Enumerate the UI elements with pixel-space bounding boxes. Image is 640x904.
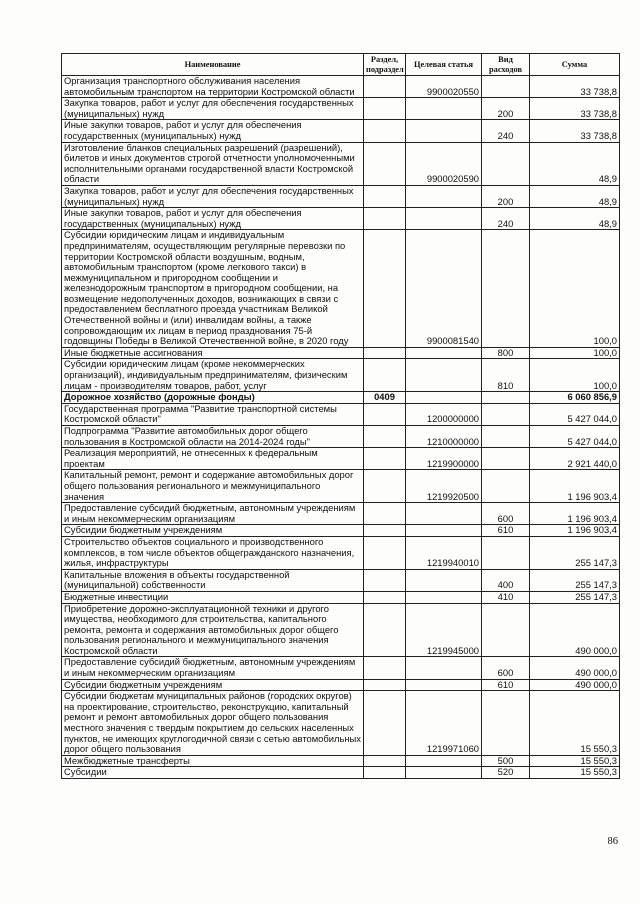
cell-article — [406, 392, 482, 404]
cell-section — [364, 98, 406, 120]
cell-article: 1219920500 — [406, 470, 482, 503]
cell-sum: 48,9 — [530, 142, 620, 185]
cell-kind: 610 — [482, 525, 530, 537]
cell-article: 1219971060 — [406, 691, 482, 756]
cell-name: Капитальный ремонт, ремонт и содержание автомобильных дорог общего пользования регионального и межмуниципального значения — [62, 470, 364, 503]
cell-name: Иные закупки товаров, работ и услуг для обеспечения государственных (муниципальных) нужд — [62, 208, 364, 230]
cell-section — [364, 767, 406, 779]
cell-name: Иные закупки товаров, работ и услуг для обеспечения государственных (муниципальных) нужд — [62, 120, 364, 142]
cell-article — [406, 591, 482, 603]
table-row — [62, 503, 620, 525]
cell-article: 1210000000 — [406, 426, 482, 448]
header-article: Целевая статья — [406, 54, 482, 76]
cell-section — [364, 230, 406, 348]
cell-sum: 100,0 — [530, 347, 620, 359]
cell-sum: 100,0 — [530, 359, 620, 392]
cell-kind — [482, 426, 530, 448]
header-section: Раздел, подраздел — [364, 54, 406, 76]
cell-sum: 490 000,0 — [530, 657, 620, 679]
header-name: Наименование — [62, 54, 364, 76]
cell-kind — [482, 392, 530, 404]
cell-article — [406, 679, 482, 691]
cell-name: Реализация мероприятий, не отнесенных к федеральным проектам — [62, 448, 364, 470]
cell-kind — [482, 76, 530, 98]
cell-kind — [482, 230, 530, 348]
cell-sum: 5 427 044,0 — [530, 426, 620, 448]
cell-name: Дорожное хозяйство (дорожные фонды) — [62, 392, 364, 404]
cell-name: Закупка товаров, работ и услуг для обеспечения государственных (муниципальных) нужд — [62, 98, 364, 120]
table-row — [62, 657, 620, 679]
cell-sum: 490 000,0 — [530, 679, 620, 691]
cell-article — [406, 359, 482, 392]
table-row — [62, 679, 620, 691]
cell-section — [364, 185, 406, 207]
cell-section — [364, 76, 406, 98]
cell-section — [364, 603, 406, 657]
cell-article: 1219940010 — [406, 536, 482, 569]
cell-article: 1219945000 — [406, 603, 482, 657]
cell-sum: 48,9 — [530, 208, 620, 230]
table-row — [62, 591, 620, 603]
cell-sum: 1 196 903,4 — [530, 470, 620, 503]
cell-kind: 410 — [482, 591, 530, 603]
cell-sum: 255 147,3 — [530, 591, 620, 603]
cell-name: Подпрограмма "Развитие автомобильных дорог общего пользования в Костромской области на 2014-2024 годы" — [62, 426, 364, 448]
cell-article — [406, 120, 482, 142]
cell-section — [364, 536, 406, 569]
cell-article — [406, 767, 482, 779]
cell-kind — [482, 403, 530, 425]
table-header-row — [62, 54, 620, 76]
cell-kind: 600 — [482, 657, 530, 679]
table-row — [62, 403, 620, 425]
cell-name: Предоставление субсидий бюджетным, автономным учреждениям и иным некоммерческим организациям — [62, 657, 364, 679]
cell-kind — [482, 142, 530, 185]
cell-name: Строительство объектов социального и производственного комплексов, в том числе объектов общегражданского назначения, жилья, инфраструктуры — [62, 536, 364, 569]
table-row — [62, 525, 620, 537]
cell-section — [364, 691, 406, 756]
cell-kind: 200 — [482, 98, 530, 120]
cell-section — [364, 591, 406, 603]
cell-sum: 33 738,8 — [530, 76, 620, 98]
cell-sum: 48,9 — [530, 185, 620, 207]
cell-kind: 610 — [482, 679, 530, 691]
table-row — [62, 603, 620, 657]
budget-table — [61, 53, 620, 779]
cell-article: 9900020550 — [406, 76, 482, 98]
cell-article — [406, 755, 482, 767]
cell-section — [364, 403, 406, 425]
cell-sum: 15 550,3 — [530, 691, 620, 756]
table-row — [62, 347, 620, 359]
cell-name: Субсидии бюджетным учреждениям — [62, 525, 364, 537]
cell-kind: 240 — [482, 208, 530, 230]
table-row — [62, 691, 620, 756]
cell-name: Изготовление бланков специальных разрешений (разрешений), билетов и иных документов строгой отчетности уполномоченными исполнительными органами государственной власти Костромской области — [62, 142, 364, 185]
cell-sum: 15 550,3 — [530, 767, 620, 779]
cell-kind — [482, 448, 530, 470]
cell-name: Капитальные вложения в объекты государственной (муниципальной) собственности — [62, 569, 364, 591]
cell-kind — [482, 536, 530, 569]
cell-section — [364, 208, 406, 230]
cell-section: 0409 — [364, 392, 406, 404]
table-row — [62, 208, 620, 230]
cell-section — [364, 755, 406, 767]
cell-name: Государственная программа "Развитие транспортной системы Костромской области" — [62, 403, 364, 425]
table-row — [62, 359, 620, 392]
cell-name: Субсидии бюджетным учреждениям — [62, 679, 364, 691]
header-sum: Сумма — [530, 54, 620, 76]
cell-article — [406, 98, 482, 120]
cell-sum: 255 147,3 — [530, 569, 620, 591]
cell-article — [406, 208, 482, 230]
cell-article: 1219900000 — [406, 448, 482, 470]
table-row — [62, 426, 620, 448]
cell-section — [364, 120, 406, 142]
table-row — [62, 470, 620, 503]
table-row — [62, 755, 620, 767]
cell-article — [406, 525, 482, 537]
cell-kind: 400 — [482, 569, 530, 591]
table-row — [62, 569, 620, 591]
cell-section — [364, 359, 406, 392]
cell-kind — [482, 691, 530, 756]
cell-name: Приобретение дорожно-эксплуатационной техники и другого имущества, необходимого для строительства, капитального ремонта, ремонта и содержания автомобильных дорог общего пользования регионального и межмуниципального значения Костромской области — [62, 603, 364, 657]
cell-name: Субсидии — [62, 767, 364, 779]
table-row — [62, 230, 620, 348]
cell-article: 9900081540 — [406, 230, 482, 348]
cell-section — [364, 657, 406, 679]
cell-kind: 520 — [482, 767, 530, 779]
cell-name: Организация транспортного обслуживания населения автомобильным транспортом на территории Костромской области — [62, 76, 364, 98]
table-row — [62, 120, 620, 142]
cell-article: 9900020590 — [406, 142, 482, 185]
cell-kind — [482, 603, 530, 657]
cell-name: Бюджетные инвестиции — [62, 591, 364, 603]
cell-section — [364, 347, 406, 359]
cell-sum: 2 921 440,0 — [530, 448, 620, 470]
cell-section — [364, 569, 406, 591]
cell-kind: 500 — [482, 755, 530, 767]
cell-sum: 33 738,8 — [530, 98, 620, 120]
cell-kind — [482, 470, 530, 503]
cell-kind: 240 — [482, 120, 530, 142]
table-row — [62, 536, 620, 569]
cell-kind: 200 — [482, 185, 530, 207]
cell-name: Закупка товаров, работ и услуг для обеспечения государственных (муниципальных) нужд — [62, 185, 364, 207]
cell-article — [406, 657, 482, 679]
table-row — [62, 448, 620, 470]
page-number: 86 — [607, 836, 618, 847]
cell-section — [364, 525, 406, 537]
cell-section — [364, 679, 406, 691]
cell-sum: 6 060 856,9 — [530, 392, 620, 404]
cell-name: Предоставление субсидий бюджетным, автономным учреждениям и иным некоммерческим организациям — [62, 503, 364, 525]
table-row — [62, 76, 620, 98]
table-row — [62, 185, 620, 207]
table-row — [62, 392, 620, 404]
header-kind: Вид расходов — [482, 54, 530, 76]
cell-section — [364, 448, 406, 470]
cell-section — [364, 503, 406, 525]
cell-name: Субсидии юридическим лицам и индивидуальным предпринимателям, осуществляющим регулярные перевозки по территории Костромской области воздушным, водным, автомобильным транспортом (кроме легкового такси) в межмуниципальном и пригородном сообщении и железнодорожным транспортом в пригородном сообщении, на возмещение недополученных доходов, возникающих в связи с предоставлением бесплатного проезда участникам Великой Отечественной войны и (или) инвалидам войны, а также сопровождающим их лицам в период празднования 75-й годовщины Победы в Великой Отечественной войне, в 2020 году — [62, 230, 364, 348]
cell-article — [406, 503, 482, 525]
cell-kind: 810 — [482, 359, 530, 392]
cell-name: Иные бюджетные ассигнования — [62, 347, 364, 359]
cell-section — [364, 470, 406, 503]
cell-sum: 100,0 — [530, 230, 620, 348]
cell-article — [406, 347, 482, 359]
cell-sum: 5 427 044,0 — [530, 403, 620, 425]
cell-sum: 255 147,3 — [530, 536, 620, 569]
cell-sum: 490 000,0 — [530, 603, 620, 657]
cell-sum: 33 738,8 — [530, 120, 620, 142]
table-row — [62, 142, 620, 185]
cell-sum: 1 196 903,4 — [530, 525, 620, 537]
cell-kind: 600 — [482, 503, 530, 525]
cell-kind: 800 — [482, 347, 530, 359]
cell-name: Субсидии бюджетам муниципальных районов (городских округов) на проектирование, строительство, реконструкцию, капитальный ремонт и ремонт автомобильных дорог общего пользования местного значения с твердым покрытием до сельских населенных пунктов, не имеющих круглогодичной связи с сетью автомобильных дорог общего пользования — [62, 691, 364, 756]
cell-name: Межбюджетные трансферты — [62, 755, 364, 767]
cell-section — [364, 426, 406, 448]
cell-sum: 15 550,3 — [530, 755, 620, 767]
cell-section — [364, 142, 406, 185]
cell-article — [406, 569, 482, 591]
cell-name: Субсидии юридическим лицам (кроме некоммерческих организаций), индивидуальным предпринимателям, физическим лицам - производителям товаров, работ, услуг — [62, 359, 364, 392]
table-body — [62, 76, 620, 779]
cell-article — [406, 185, 482, 207]
cell-article: 1200000000 — [406, 403, 482, 425]
table-row — [62, 767, 620, 779]
cell-sum: 1 196 903,4 — [530, 503, 620, 525]
table-row — [62, 98, 620, 120]
